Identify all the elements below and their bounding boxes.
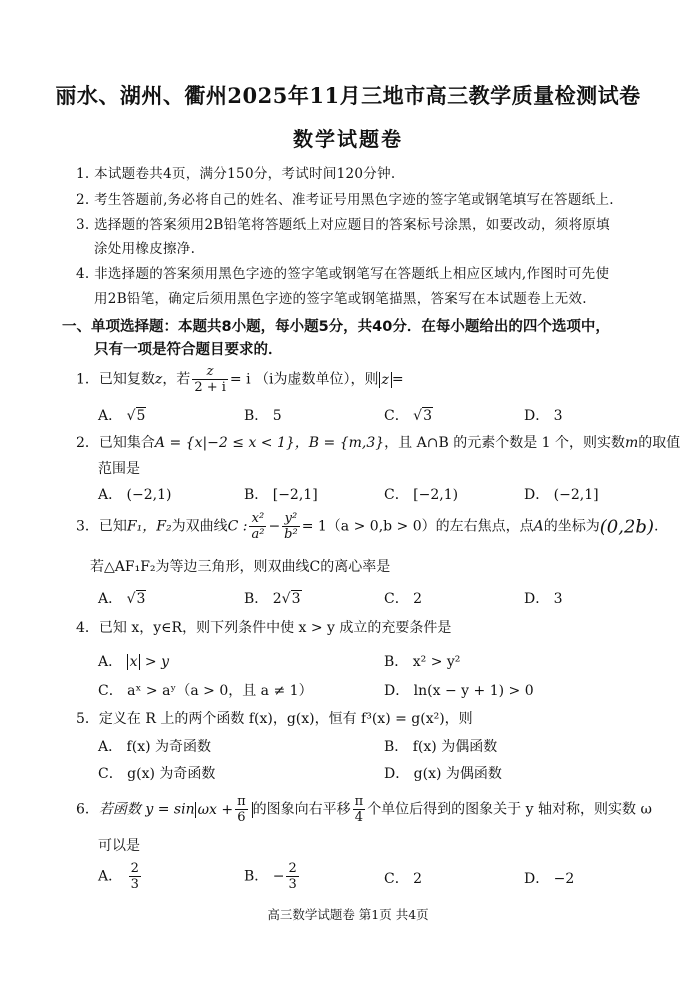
q1-opt-c-value: 3 [423,408,433,424]
q6-number: 6． [76,801,99,818]
q4-number: 4． [76,620,99,636]
question-6 [76,795,652,824]
q3-text-c: 的坐标为 [543,518,600,535]
q3-line2: 若△AF₁F₂为等边三角形，则双曲线C的离心率是 [90,559,391,575]
note-4: 4. 非选择题的答案须用黑色字迹的签字笔或钢笔写在答题纸上相应区域内,作图时可先使 [76,266,610,282]
q6-option-c[interactable]: C． 2 [384,871,423,887]
q1-number: 1． [76,371,99,388]
q6-frac-pi6 [235,795,248,824]
q1-fraction [192,365,228,394]
q3-text-eq: = 1（a > 0,b > 0）的左右焦点，点 [301,518,534,535]
q6-text-a: 若函数 y = sin [98,801,195,818]
q3-opt-a-value: 3 [136,591,146,607]
q6-opt-a-label: A． [98,868,123,885]
question-3 [76,512,658,541]
q6-opt-a-num: 2 [130,861,139,876]
q3-point-a: A [533,518,544,535]
q1-abs-z: z [379,372,392,388]
q6-opt-b-frac [286,862,298,891]
q3-foci: F₁，F₂ [126,518,172,535]
q3-coord: (0,2b) [599,516,654,538]
note-3-cont: 涂处用橡皮擦净. [94,241,196,257]
q4-option-d[interactable]: D． ln(x − y + 1) > 0 [384,683,534,699]
q1-option-b[interactable]: B． 5 [244,408,282,424]
q6-pi: π [237,794,246,809]
q6-four: 4 [353,809,366,825]
q1-var-z: z [154,371,163,388]
q3-option-c[interactable]: C． 2 [384,591,423,607]
q1-option-c[interactable]: C． √3 [384,408,433,424]
q2-number: 2． [76,435,99,451]
q3-option-d[interactable]: D． 3 [524,591,563,607]
q1-opt-a-value: 5 [136,408,146,424]
q2-line2: 范围是 [98,461,140,477]
q2-var-m: m [625,435,639,451]
q6-abs-arg [195,794,253,825]
q5-number: 5． [76,711,99,727]
q3-x2: x² [251,511,265,526]
q6-option-d[interactable]: D． −2 [524,871,575,887]
q6-six: 6 [235,809,248,825]
q6-frac-pi4 [353,795,366,824]
question-1 [76,365,404,394]
q3-frac-x [249,512,266,541]
q3-frac-y [282,512,300,541]
q5-option-a[interactable]: A． f(x) 为奇函数 [98,739,212,755]
q1-text-b: ，若 [162,371,191,388]
note-1: 1. 本试题卷共4页，满分150分，考试时间120分钟. [76,166,396,182]
q6-option-b[interactable] [244,862,301,891]
q1-opt-a-label: A． [98,408,123,424]
page-subtitle: 数学试题卷 [293,127,403,151]
q3-opt-b-label: B． 2 [244,591,282,607]
q6-opt-b-label: B． − [244,868,285,885]
note-2: 2. 考生答题前,务必将自己的姓名、准考证号用黑色字迹的签字笔或钢笔填写在答题纸上. [76,192,614,208]
q3-opt-b-value: 3 [291,591,301,607]
q1-text-d: = [391,371,404,388]
q1-option-a[interactable]: A． √5 [98,408,146,424]
q3-number: 3． [76,518,99,535]
q3-opt-a-label: A． [98,591,123,607]
q2-text-tail: 的取值 [638,435,681,451]
q3-text-a: 已知 [98,518,127,535]
q1-text-a: 已知复数 [98,371,155,388]
q2-option-a[interactable]: A． (−2,1) [98,487,172,503]
q5-option-d[interactable]: D． g(x) 为偶函数 [384,766,502,782]
q2-option-b[interactable]: B． [−2,1] [244,487,318,503]
page-footer: 高三数学试题卷 第1页 共4页 [267,907,429,922]
q3-a2: a² [251,526,265,542]
q1-option-d[interactable]: D． 3 [524,408,563,424]
question-5 [76,708,473,728]
q3-minus: − [268,518,281,535]
q4-opt-a-abs: x [127,654,141,670]
q4-opt-a-tail: > y [140,654,170,670]
q6-opt-a-frac [129,862,141,891]
q6-opt-b-num: 2 [288,861,297,876]
q3-option-b[interactable]: B． 2√3 [244,591,301,607]
note-4-cont: 用2B铅笔，确定后须用黑色字迹的签字笔或钢笔描黑，答案写在本试题卷上无效. [94,291,587,307]
q6-text-b: 的图象向右平移 [252,801,351,818]
q2-option-c[interactable]: C． [−2,1) [384,487,459,503]
q6-text-c: 个单位后得到的图象关于 y 轴对称，则实数 ω [367,801,652,818]
q2-text-mid: ，且 A∩B 的元素个数是 1 个，则实数 [384,435,626,451]
q2-set-a: A = {x|−2 ≤ x < 1} [154,435,295,451]
q5-text: 定义在 R 上的两个函数 f(x)，g(x)，恒有 f³(x) = g(x²)，则 [98,711,473,727]
section-header-line1: 一、单项选择题：本题共8小题，每小题5分，共40分．在每小题给出的四个选项中， [62,319,610,335]
q4-option-a[interactable] [98,651,169,671]
q6-opt-b-den: 3 [288,876,297,892]
q4-option-b[interactable]: B． x² > y² [384,654,461,670]
q1-opt-c-label: C． [384,408,409,424]
q4-option-c[interactable]: C． aˣ > aʸ（a > 0，且 a ≠ 1） [98,683,313,699]
question-4 [76,617,451,637]
q5-option-c[interactable]: C． g(x) 为奇函数 [98,766,216,782]
q3-b2: b² [284,526,298,542]
q6-line2: 可以是 [98,838,140,854]
q1-frac-num: z [206,364,214,379]
page-title: 丽水、湖州、衢州2025年11月三地市高三教学质量检测试卷 [55,83,641,108]
q3-y2: y² [284,511,298,526]
q2-option-d[interactable]: D． (−2,1] [524,487,599,503]
q6-opt-a-den: 3 [130,876,139,892]
q6-option-a[interactable] [98,862,143,891]
q3-option-a[interactable]: A． √3 [98,591,146,607]
q1-text-c: = i （i为虚数单位），则 [229,371,379,388]
q3-text-b: 为双曲线 [171,518,228,535]
q2-text: 已知集合 [98,435,155,451]
question-2 [76,432,680,452]
q4-text: 已知 x，y∈R，则下列条件中使 x > y 成立的充要条件是 [98,620,452,636]
q3-curve-c: C : [227,518,248,535]
q2-set-b: ，B = {m,3} [294,435,385,451]
q6-pi-2: π [354,794,364,809]
section-header-line2: 只有一项是符合题目要求的． [94,342,283,358]
q3-dot: . [653,518,659,535]
q5-option-b[interactable]: B． f(x) 为偶函数 [384,739,498,755]
note-3: 3. 选择题的答案须用2B铅笔将答题纸上对应题目的答案标号涂黑，如要改动，须将原填 [76,217,610,233]
q1-frac-den: 2 + i [194,379,226,395]
q4-opt-a-label: A． [98,654,123,670]
q6-inner: ωx + [197,801,234,818]
